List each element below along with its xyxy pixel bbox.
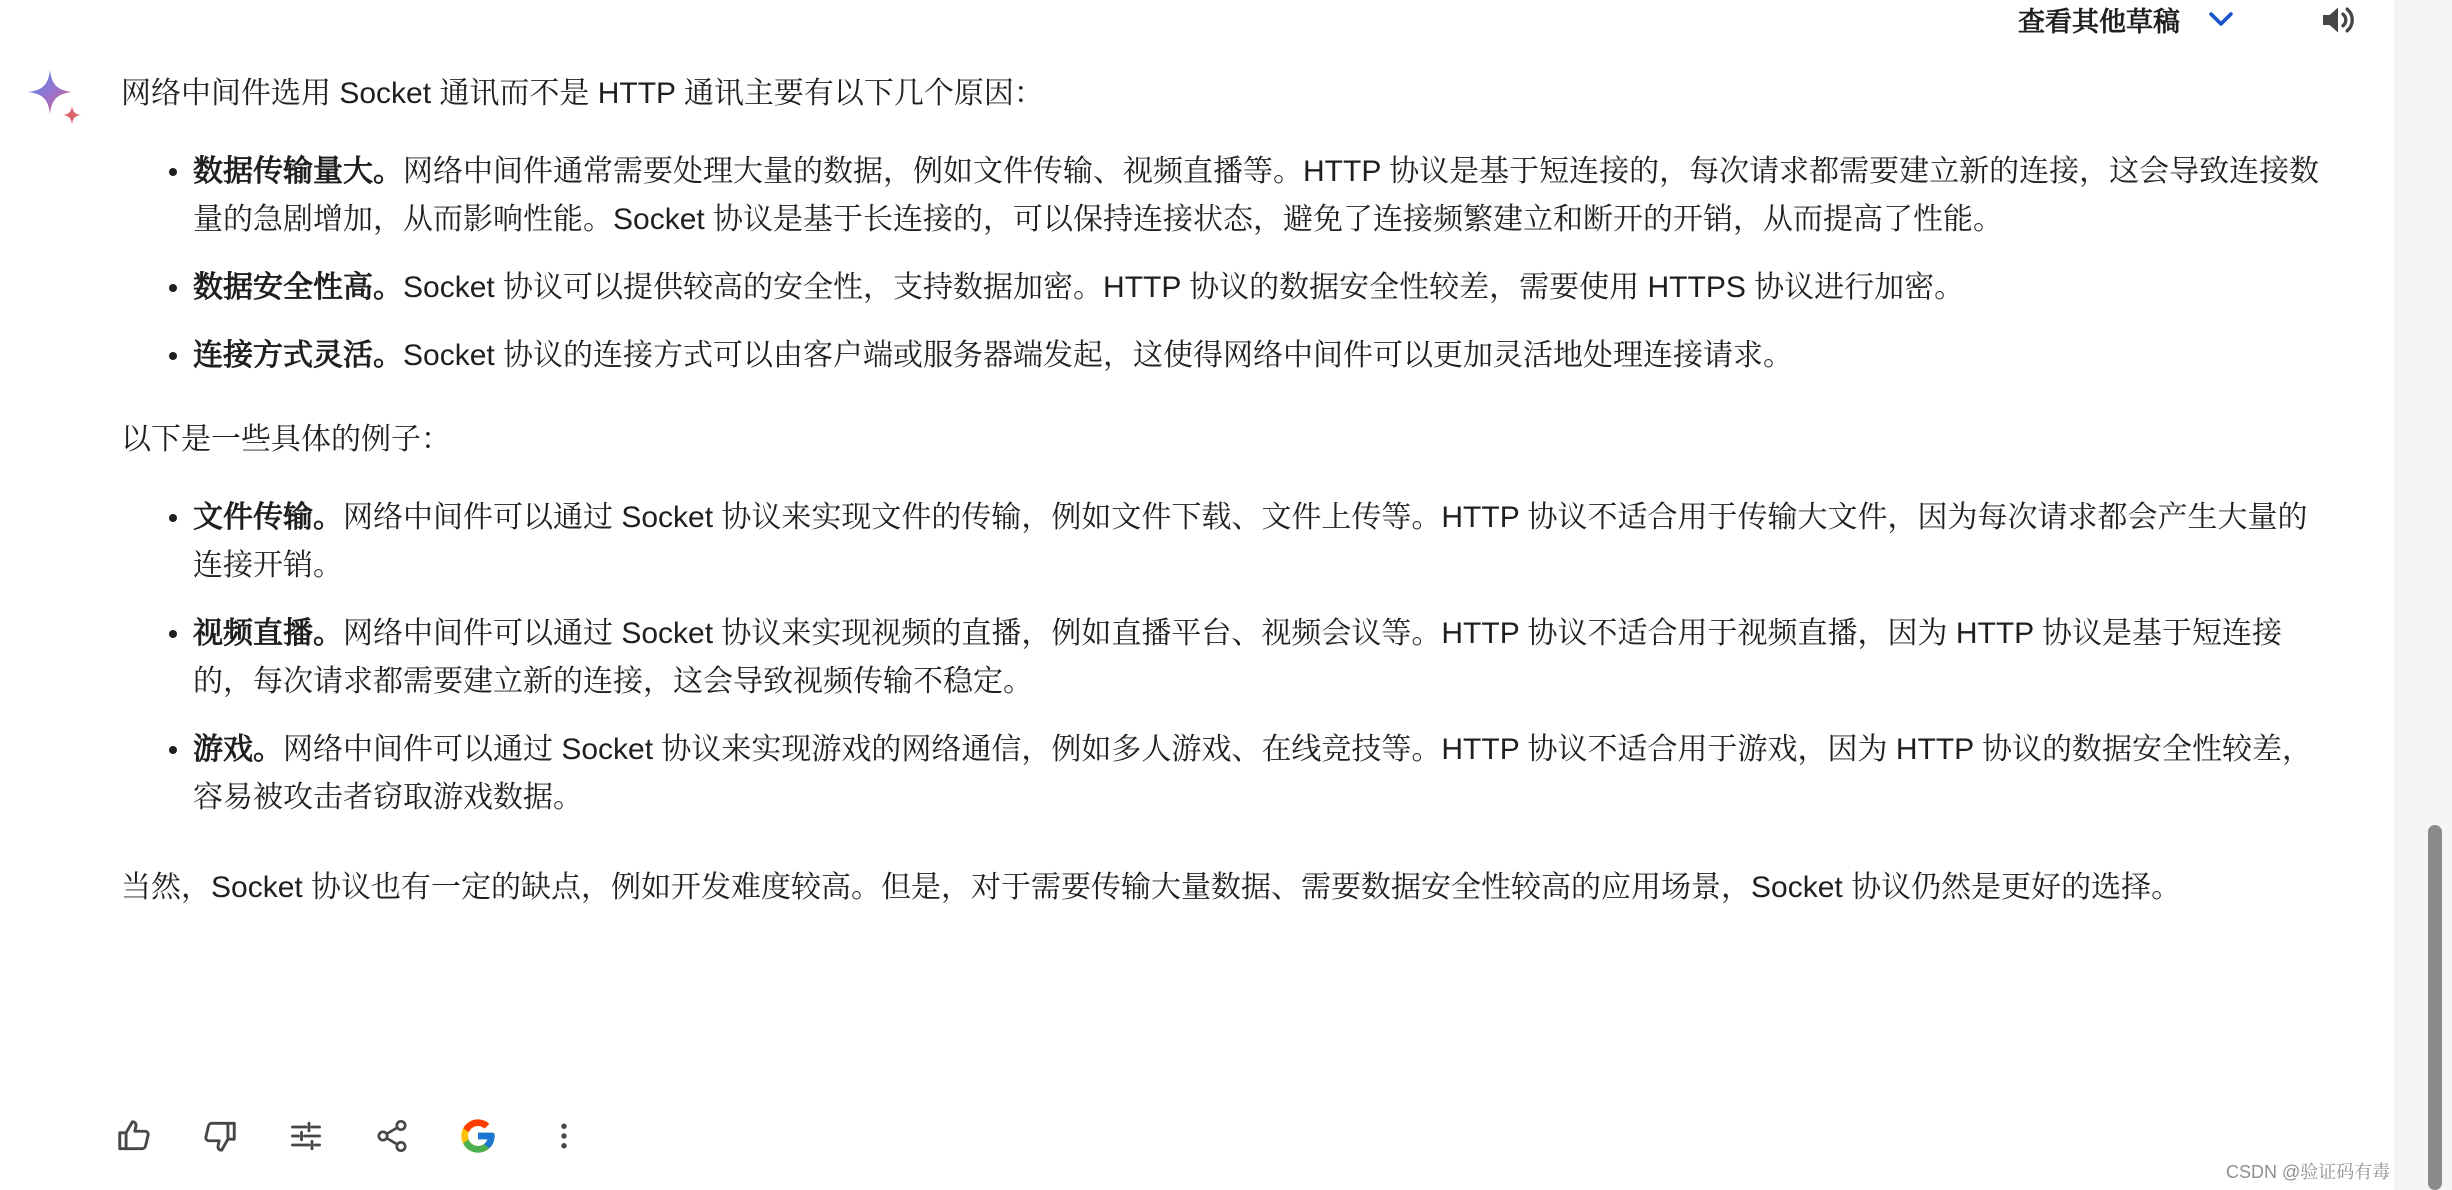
list-item-text: Socket 协议的连接方式可以由客户端或服务器端发起，这使得网络中间件可以更加灵活地处理连接请求。 [403, 339, 1794, 372]
thumbs-up-button[interactable] [114, 1116, 154, 1156]
list-item-title: 游戏。 [193, 733, 283, 766]
thumbs-up-icon [115, 1117, 153, 1155]
gemini-sparkle-icon [26, 68, 86, 128]
google-search-button[interactable] [458, 1116, 498, 1156]
list-item-text: 网络中间件可以通过 Socket 协议来实现视频的直播，例如直播平台、视频会议等。HTTP 协议不适合用于视频直播，因为 HTTP 协议是基于短连接的，每次请求都需要建立新的连接，这会导致视频传输不稳定。 [193, 617, 2282, 698]
list-item [193, 264, 2321, 312]
list-item-text: 网络中间件可以通过 Socket 协议来实现游戏的网络通信，例如多人游戏、在线竞技等。HTTP 协议不适合用于游戏，因为 HTTP 协议的数据安全性较差，容易被攻击者窃取游戏数据。 [193, 733, 2312, 814]
list-item-title: 数据传输量大。 [193, 155, 403, 188]
more-options-button[interactable] [544, 1116, 584, 1156]
list-item-text: Socket 协议可以提供较高的安全性，支持数据加密。HTTP 协议的数据安全性较差，需要使用 HTTPS 协议进行加密。 [403, 271, 1965, 304]
scrollbar-track[interactable] [2394, 0, 2452, 1190]
view-other-drafts-button[interactable] [2018, 2, 2238, 36]
share-icon [374, 1118, 410, 1154]
examples-intro-paragraph: 以下是一些具体的例子： [121, 423, 451, 456]
list-item-title: 文件传输。 [193, 501, 343, 534]
response-header [0, 0, 2390, 40]
watermark: CSDN @验证码有毒 [2226, 1162, 2391, 1182]
examples-list [121, 494, 2321, 822]
speaker-icon[interactable] [2316, 0, 2360, 40]
intro-paragraph: 网络中间件选用 Socket 通讯而不是 HTTP 通讯主要有以下几个原因： [121, 77, 1044, 110]
list-item-title: 视频直播。 [193, 617, 343, 650]
view-other-drafts-label: 查看其他草稿 [2018, 6, 2180, 37]
list-item-text: 网络中间件通常需要处理大量的数据，例如文件传输、视频直播等。HTTP 协议是基于短连接的，每次请求都需要建立新的连接，这会导致连接数量的急剧增加，从而影响性能。Socket 协议是基于长连接的，可以保持连接状态，避免了连接频繁建立和断开的开销，从而提高了性能。 [193, 155, 2320, 236]
list-item-title: 数据安全性高。 [193, 271, 403, 304]
reasons-list [121, 148, 2321, 380]
scrollbar-thumb[interactable] [2428, 825, 2442, 1190]
thumbs-down-button[interactable] [200, 1116, 240, 1156]
list-item [193, 610, 2321, 706]
response-content [121, 70, 2321, 912]
list-item-text: 网络中间件可以通过 Socket 协议来实现文件的传输，例如文件下载、文件上传等。HTTP 协议不适合用于传输大文件，因为每次请求都会产生大量的连接开销。 [193, 501, 2308, 582]
response-actions-bar [114, 1110, 584, 1162]
list-item-title: 连接方式灵活。 [193, 339, 403, 372]
list-item [193, 726, 2321, 822]
list-item [193, 494, 2321, 590]
more-vert-icon [546, 1118, 582, 1154]
list-item [193, 332, 2321, 380]
list-item [193, 148, 2321, 244]
modify-response-button[interactable] [286, 1116, 326, 1156]
tune-icon [288, 1118, 324, 1154]
google-icon [458, 1116, 498, 1156]
chevron-down-icon [2204, 2, 2238, 36]
conclusion-paragraph: 当然，Socket 协议也有一定的缺点，例如开发难度较高。但是，对于需要传输大量数据、需要数据安全性较高的应用场景，Socket 协议仍然是更好的选择。 [121, 871, 2182, 904]
thumbs-down-icon [201, 1117, 239, 1155]
share-button[interactable] [372, 1116, 412, 1156]
